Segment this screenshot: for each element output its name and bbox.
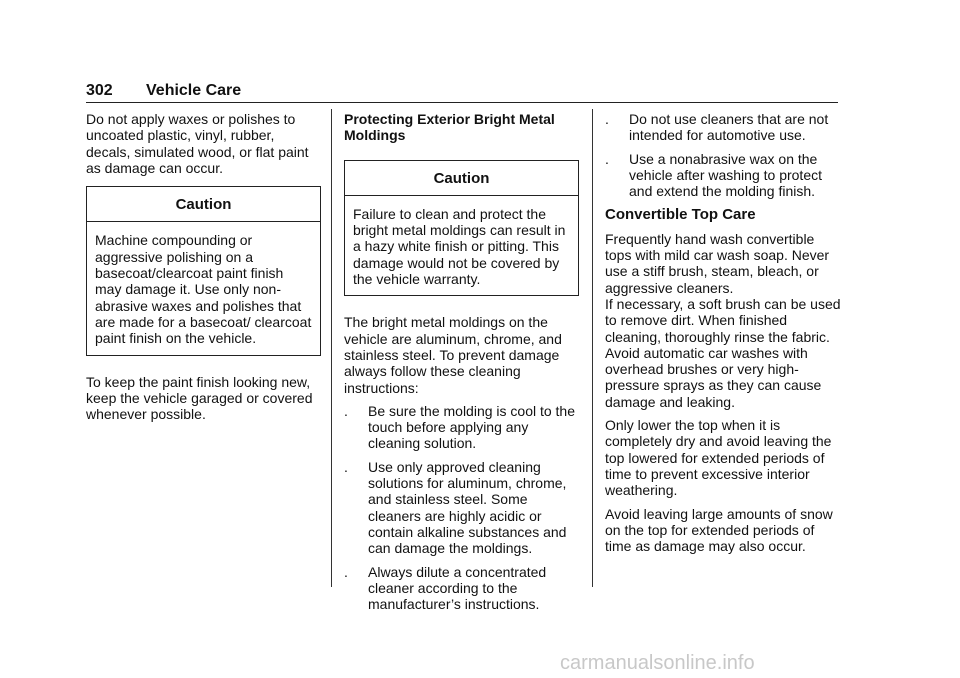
list-item xyxy=(344,403,579,452)
list-item-text: Do not use cleaners that are not intended for automotive use. xyxy=(629,111,829,144)
bullet-marker: . xyxy=(344,563,348,580)
list-item xyxy=(344,459,579,557)
paragraph: The bright metal moldings on the vehicle are aluminum, chrome, and stainless steel. To prevent damage always follow these cleaning instructions: xyxy=(344,314,562,396)
column-divider xyxy=(331,109,332,587)
paragraph: Only lower the top when it is completely dry and avoid leaving the top lowered for extended periods of time to prevent excessive interior weathering. xyxy=(605,417,832,499)
page-title: Vehicle Care xyxy=(146,82,242,99)
caution-box xyxy=(344,160,579,297)
column-2 xyxy=(344,111,579,619)
bullet-marker: . xyxy=(344,458,348,475)
section-title: Convertible Top Care xyxy=(605,206,756,224)
column-divider xyxy=(592,109,593,587)
caution-text: Machine compounding or aggressive polishing on a basecoat/clearcoat paint finish may damage it. Use only non-abrasive waxes and polishes that are made for a basecoat/ clearcoat paint finish on the vehicle. xyxy=(95,232,312,347)
subheading: Protecting Exterior Bright Metal Moldings xyxy=(344,111,555,144)
paragraph: Frequently hand wash convertible tops with mild car wash soap. Never use a stiff brush, steam, bleach, or aggressive cleaners. xyxy=(605,230,830,296)
list-item-text: Use a nonabrasive wax on the vehicle after washing to protect and extend the molding finish. xyxy=(629,150,822,200)
page-number: 302 xyxy=(86,82,113,99)
caution-box xyxy=(86,186,321,355)
column-3 xyxy=(605,111,841,561)
paragraph: If necessary, a soft brush can be used to remove dirt. When finished cleaning, thoroughly rinse the fabric. Avoid automatic car washes with overhead brushes or very high-pressure sprays as they can cause damage and leaking. xyxy=(605,295,841,410)
bullet-marker: . xyxy=(605,111,609,127)
list-item-text: Always dilute a concentrated cleaner according to the manufacturer’s instructions. xyxy=(368,563,547,613)
list-item xyxy=(605,151,841,200)
bullet-marker: . xyxy=(344,402,348,419)
list-item xyxy=(605,111,841,144)
column-1 xyxy=(86,111,321,429)
paragraph: Do not apply waxes or polishes to uncoated plastic, vinyl, rubber, decals, simulated wood, or flat paint as damage can occur. xyxy=(86,111,309,176)
caution-title: Caution xyxy=(175,196,232,214)
caution-divider xyxy=(345,195,578,196)
paragraph: To keep the paint finish looking new, keep the vehicle garaged or covered whenever possible. xyxy=(86,373,313,423)
list-item xyxy=(344,564,579,613)
list-item-text: Use only approved cleaning solutions for aluminum, chrome, and stainless steel. Some cleaners are highly acidic or contain alkaline substances and can damage the moldings. xyxy=(368,458,567,557)
caution-title: Caution xyxy=(433,169,490,187)
caution-divider xyxy=(87,221,320,222)
paragraph: Avoid leaving large amounts of snow on the top for extended periods of time as damage may also occur. xyxy=(605,505,833,555)
page-header xyxy=(86,80,838,103)
bullet-marker: . xyxy=(605,150,609,167)
caution-text: Failure to clean and protect the bright metal moldings can result in a hazy white finish or pitting. This damage would not be covered by the vehicle warranty. xyxy=(353,205,566,288)
watermark: carmanualsonline.info xyxy=(560,652,755,674)
list-item-text: Be sure the molding is cool to the touch before applying any cleaning solution. xyxy=(368,402,576,452)
